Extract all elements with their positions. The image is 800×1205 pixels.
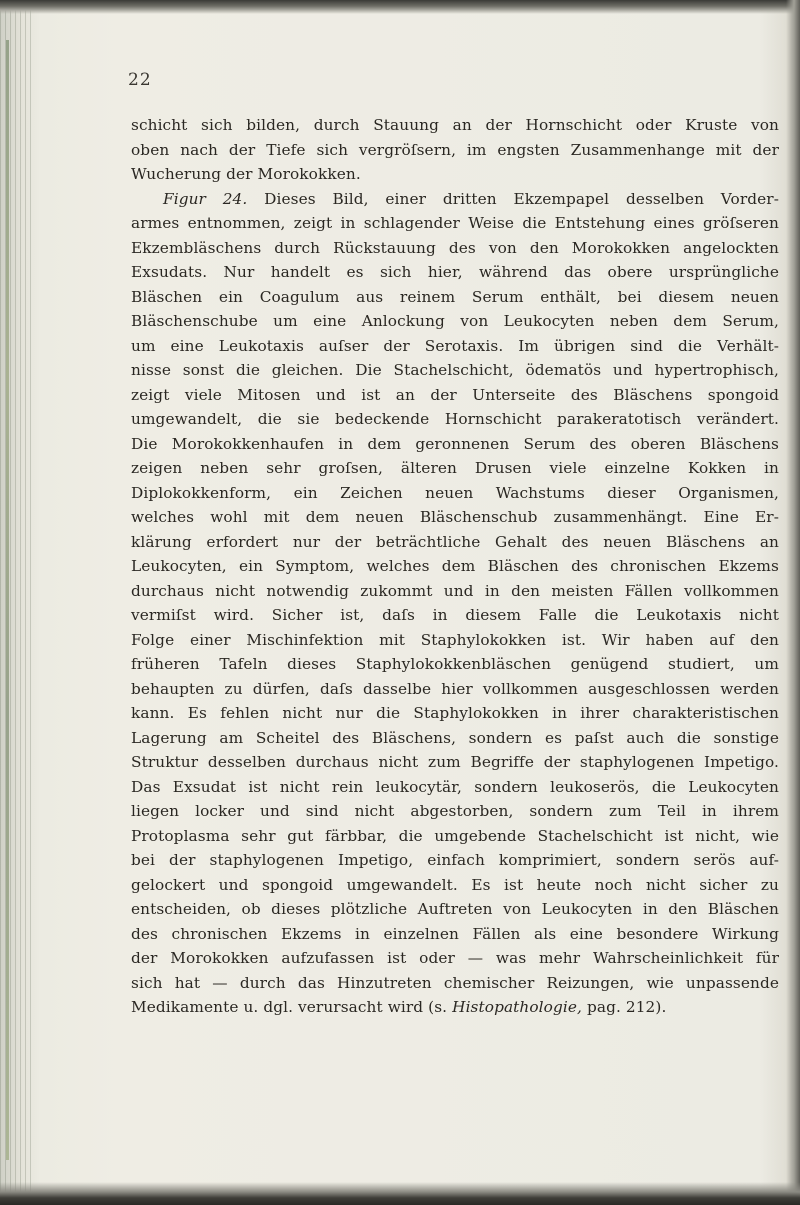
text-line: Wucherung der Morokokken. [131, 165, 361, 183]
text-line: Ekzembläschens durch Rückstauung des von den Morokokken angelockten [131, 238, 779, 257]
text-line: durchaus nicht notwendig zukommt und in den meisten Fällen vollkommen [131, 581, 779, 600]
text-line: Protoplasma sehr gut färbbar, die umgebende Stachelschicht ist nicht, wie [131, 826, 779, 845]
text-line: Lagerung am Scheitel des Bläschens, sondern es paſst auch die sonstige [131, 728, 779, 747]
text-line-fragment: Dieses Bild, einer dritten Ekzempapel desselben Vorder- [264, 189, 779, 208]
text-line: kann. Es fehlen nicht nur die Staphylokokken in ihrer charakteristischen [131, 704, 779, 722]
page-number: 22 [128, 70, 152, 90]
text-line: klärung erfordert nur der beträchtliche Gehalt des neuen Bläschens an [131, 532, 779, 551]
text-line: Die Morokokkenhaufen in dem geronnenen Serum des oberen Bläschens [131, 434, 779, 453]
text-line: Bläschen ein Coagulum aus reinem Serum enthält, bei diesem neuen [131, 287, 779, 306]
body-text [131, 113, 779, 1020]
text-line: Diplokokkenform, ein Zeichen neuen Wachstums dieser Organismen, [131, 483, 779, 502]
binding-thread [6, 40, 9, 1160]
text-line: umgewandelt, die sie bedeckende Hornschicht parakeratotisch verändert. [131, 410, 779, 428]
text-line: Leukocyten, ein Symptom, welches dem Bläschen des chronischen Ekzems [131, 557, 779, 575]
text-line: Exsudats. Nur handelt es sich hier, während das obere ursprüngliche [131, 263, 779, 281]
text-line: gelockert und spongoid umgewandelt. Es ist heute noch nicht sicher zu [131, 875, 779, 894]
text-line: vermiſst wird. Sicher ist, daſs in diesem Falle die Leukotaxis nicht [131, 606, 779, 624]
text-line: Das Exsudat ist nicht rein leukocytär, sondern leukoserös, die Leukocyten [131, 777, 779, 796]
text-line: entscheiden, ob dieses plötzliche Auftreten von Leukocyten in den Bläschen [131, 900, 779, 918]
text-line: behaupten zu dürfen, daſs dasselbe hier vollkommen ausgeschlossen werden [131, 679, 779, 698]
text-line: Folge einer Mischinfektion mit Staphylokokken ist. Wir haben auf den [131, 630, 779, 649]
text-line-fragment: Medikamente u. dgl. verursacht wird (s. [131, 998, 448, 1016]
text-line: des chronischen Ekzems in einzelnen Fällen als eine besondere Wirkung [131, 924, 779, 943]
reference-title: Histopathologie, [452, 998, 582, 1016]
text-line: schicht sich bilden, durch Stauung an der Hornschicht oder Kruste von [131, 116, 779, 134]
text-line: oben nach der Tiefe sich vergröſsern, im engsten Zusammenhange mit der [131, 140, 779, 159]
text-line: armes entnommen, zeigt in schlagender Weise die Entstehung eines gröſseren [131, 214, 779, 232]
text-line-fragment: pag. 212). [586, 998, 667, 1016]
text-line: zeigt viele Mitosen und ist an der Unterseite des Bläschens spongoid [131, 385, 779, 404]
text-line: welches wohl mit dem neuen Bläschenschub zusammenhängt. Eine Er- [131, 508, 779, 526]
text-line: Bläschenschube um eine Anlockung von Leukocyten neben dem Serum, [131, 312, 779, 330]
text-line: bei der staphylogenen Impetigo, einfach komprimiert, sondern serös auf- [131, 851, 779, 869]
text-line: nisse sonst die gleichen. Die Stachelschicht, ödematös und hypertrophisch, [131, 361, 779, 379]
page-bottom-edge [0, 1182, 800, 1205]
text-line: liegen locker und sind nicht abgestorben, sondern zum Teil in ihrem [131, 802, 779, 820]
text-line: zeigen neben sehr groſsen, älteren Drusen viele einzelne Kokken in [131, 459, 779, 477]
final-line [131, 995, 779, 1020]
page-right-edge [786, 0, 800, 1205]
figure-paragraph-start [131, 187, 779, 212]
page-top-edge [0, 0, 800, 14]
text-line: früheren Tafeln dieses Staphylokokkenbläschen genügend studiert, um [131, 655, 779, 673]
text-line: um eine Leukotaxis auſser der Serotaxis. Im übrigen sind die Verhält- [131, 336, 779, 355]
figure-label: Figur 24. [163, 189, 248, 208]
text-line: Struktur desselben durchaus nicht zum Begriffe der staphylogenen Impetigo. [131, 753, 779, 771]
text-line: sich hat — durch das Hinzutreten chemischer Reizungen, wie unpassende [131, 973, 779, 992]
text-line: der Morokokken aufzufassen ist oder — was mehr Wahrscheinlichkeit für [131, 949, 779, 967]
